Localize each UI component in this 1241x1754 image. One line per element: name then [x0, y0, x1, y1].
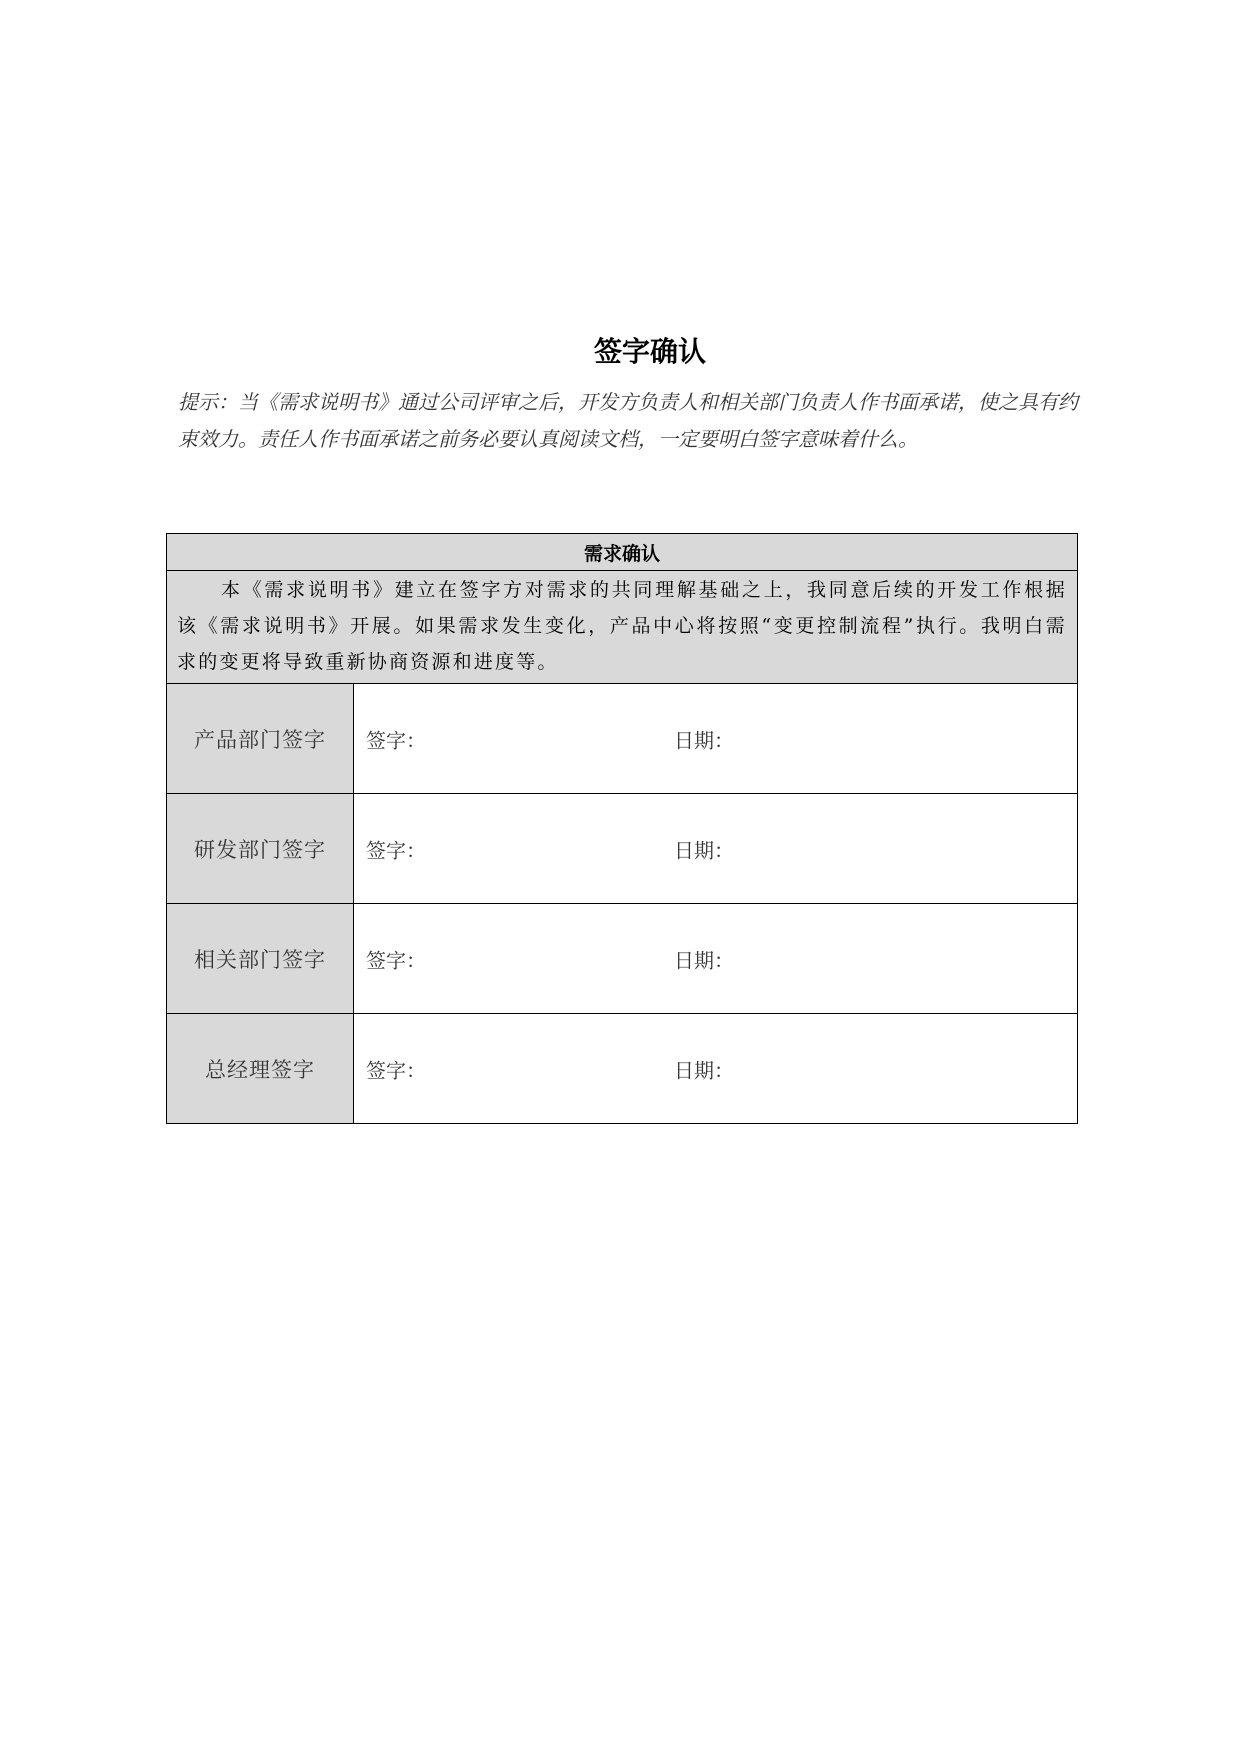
- table-header: 需求确认: [167, 534, 1078, 571]
- table-row: [167, 904, 1078, 1014]
- page-title: 签字确认: [593, 335, 706, 368]
- date-label: 日期：: [674, 838, 734, 862]
- date-label: 日期：: [674, 948, 734, 972]
- confirmation-table: [166, 533, 1078, 1124]
- signature-label: 签字：: [366, 728, 426, 752]
- table-row: [167, 684, 1078, 794]
- row-label-gm: 总经理签字: [167, 1014, 354, 1124]
- signature-cell-gm[interactable]: [354, 1014, 1078, 1124]
- row-label-related: 相关部门签字: [167, 904, 354, 1014]
- row-label-product: 产品部门签字: [167, 684, 354, 794]
- date-label: 日期：: [674, 1058, 734, 1082]
- signature-cell-rd[interactable]: [354, 794, 1078, 904]
- hint-paragraph: 提示：当《需求说明书》通过公司评审之后，开发方负责人和相关部门负责人作书面承诺，使之具有约束效力。责任人作书面承诺之前务必要认真阅读文档，一定要明白签字意味着什么。: [178, 390, 1078, 451]
- requirement-statement: 本《需求说明书》建立在签字方对需求的共同理解基础之上，我同意后续的开发工作根据该《需求说明书》开展。如果需求发生变化，产品中心将按照“变更控制流程”执行。我明白需求的变更将导致重新协商资源和进度等。: [167, 571, 1078, 684]
- signature-label: 签字：: [366, 948, 426, 972]
- signature-cell-product[interactable]: [354, 684, 1078, 794]
- date-label: 日期：: [674, 728, 734, 752]
- table-row: [167, 794, 1078, 904]
- row-label-rd: 研发部门签字: [167, 794, 354, 904]
- signature-label: 签字：: [366, 838, 426, 862]
- signature-cell-related[interactable]: [354, 904, 1078, 1014]
- table-row: [167, 1014, 1078, 1124]
- signature-label: 签字：: [366, 1058, 426, 1082]
